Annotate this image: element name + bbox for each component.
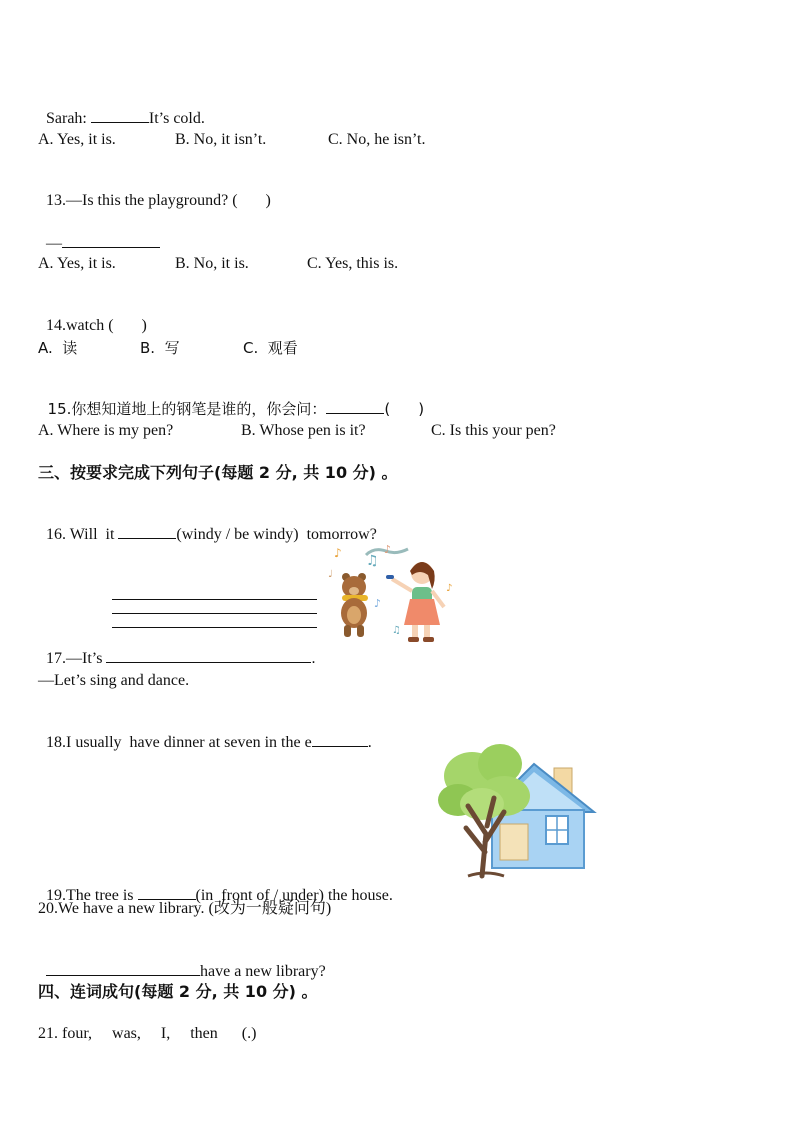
q15-prompt-line [38, 379, 424, 419]
q14-option-b[interactable]: B. 写 [140, 339, 180, 357]
q15-paren-open: ( [384, 400, 391, 418]
q14-close: ) [141, 317, 147, 334]
svg-text:♫: ♫ [392, 625, 401, 636]
q20-answer-line [38, 941, 326, 982]
q17-writing-rule-2 [112, 613, 317, 614]
q20-answer-blank[interactable] [46, 961, 200, 976]
q15-paren-close: ) [418, 400, 425, 418]
q13-option-a[interactable]: A. Yes, it is. [38, 255, 116, 272]
q21-prompt: 21. four, was, I, then (.) [38, 1025, 257, 1042]
q17-writing-rule-1 [112, 599, 317, 600]
q12-answer-blank[interactable] [91, 108, 149, 123]
svg-text:♪: ♪ [334, 546, 342, 560]
q17-suffix: . [311, 650, 316, 667]
q14-option-a[interactable]: A. 读 [38, 339, 78, 357]
q15-option-b[interactable]: B. Whose pen is it? [241, 422, 366, 439]
svg-text:♪: ♪ [446, 583, 453, 594]
q15-option-c[interactable]: C. Is this your pen? [431, 422, 556, 439]
q12-option-a[interactable]: A. Yes, it is. [38, 131, 116, 148]
q13-prompt: 13.—Is this the playground? ( [46, 192, 238, 209]
q20-answer-suffix: have a new library? [200, 963, 326, 980]
q15-paren-blank[interactable] [390, 400, 418, 414]
q16-suffix: (windy / be windy) tomorrow? [176, 526, 377, 543]
q14-prompt: 14.watch ( [46, 317, 114, 334]
q13-prompt-line [38, 171, 271, 211]
q20-prompt: 20.We have a new library. (改为一般疑问句) [38, 900, 332, 917]
q14-paren-blank[interactable] [114, 316, 142, 330]
q19-suffix: (in front of / under) the house. [195, 887, 393, 904]
svg-text:♪: ♪ [384, 543, 392, 556]
q18-line [38, 712, 372, 753]
q13-paren-blank[interactable] [238, 191, 266, 205]
svg-text:♪: ♪ [374, 597, 382, 610]
q19-prefix: 19.The tree is [46, 887, 138, 904]
q12-speaker: Sarah: [46, 110, 91, 127]
q13-close: ) [265, 192, 271, 209]
section3-heading: 三、按要求完成下列句子(每题 2 分, 共 10 分) 。 [38, 463, 398, 482]
q17-answer-blank[interactable] [106, 648, 311, 663]
svg-text:♩: ♩ [328, 569, 333, 580]
q15-answer-blank[interactable] [326, 399, 384, 414]
q12-option-c[interactable]: C. No, he isn’t. [328, 131, 426, 148]
svg-text:♫: ♫ [366, 553, 379, 569]
q12-option-b[interactable]: B. No, it isn’t. [175, 131, 267, 148]
q15-option-a[interactable]: A. Where is my pen? [38, 422, 174, 439]
q12-line [38, 88, 205, 129]
q13-answer-blank[interactable] [62, 233, 160, 248]
q14-prompt-line [38, 296, 147, 336]
section4-heading: 四、连词成句(每题 2 分, 共 10 分) 。 [38, 982, 318, 1001]
q19-answer-blank[interactable] [138, 885, 196, 900]
q13-answer-line [38, 213, 160, 254]
q18-suffix: . [367, 734, 372, 751]
q14-option-c[interactable]: C. 观看 [243, 339, 298, 357]
q17-reply: —Let’s sing and dance. [38, 672, 190, 689]
q13-option-b[interactable]: B. No, it is. [175, 255, 249, 272]
q16-line [38, 504, 377, 545]
q18-answer-blank[interactable] [312, 732, 368, 747]
q13-answer-dash: — [46, 235, 62, 252]
tree-house-image [438, 742, 598, 880]
q12-tail: It’s cold. [148, 110, 205, 127]
q16-answer-blank[interactable] [118, 524, 176, 539]
q13-option-c[interactable]: C. Yes, this is. [307, 255, 399, 272]
q18-prefix: 18.I usually have dinner at seven in the e [46, 734, 312, 751]
q17-prefix: 17.—It’s [46, 650, 107, 667]
q16-prefix: 16. Will it [46, 526, 119, 543]
singing-bear-girl-image [326, 543, 458, 647]
q15-prompt: 15.你想知道地上的钢笔是谁的，你会问： [47, 400, 327, 418]
q17-line [38, 628, 315, 669]
